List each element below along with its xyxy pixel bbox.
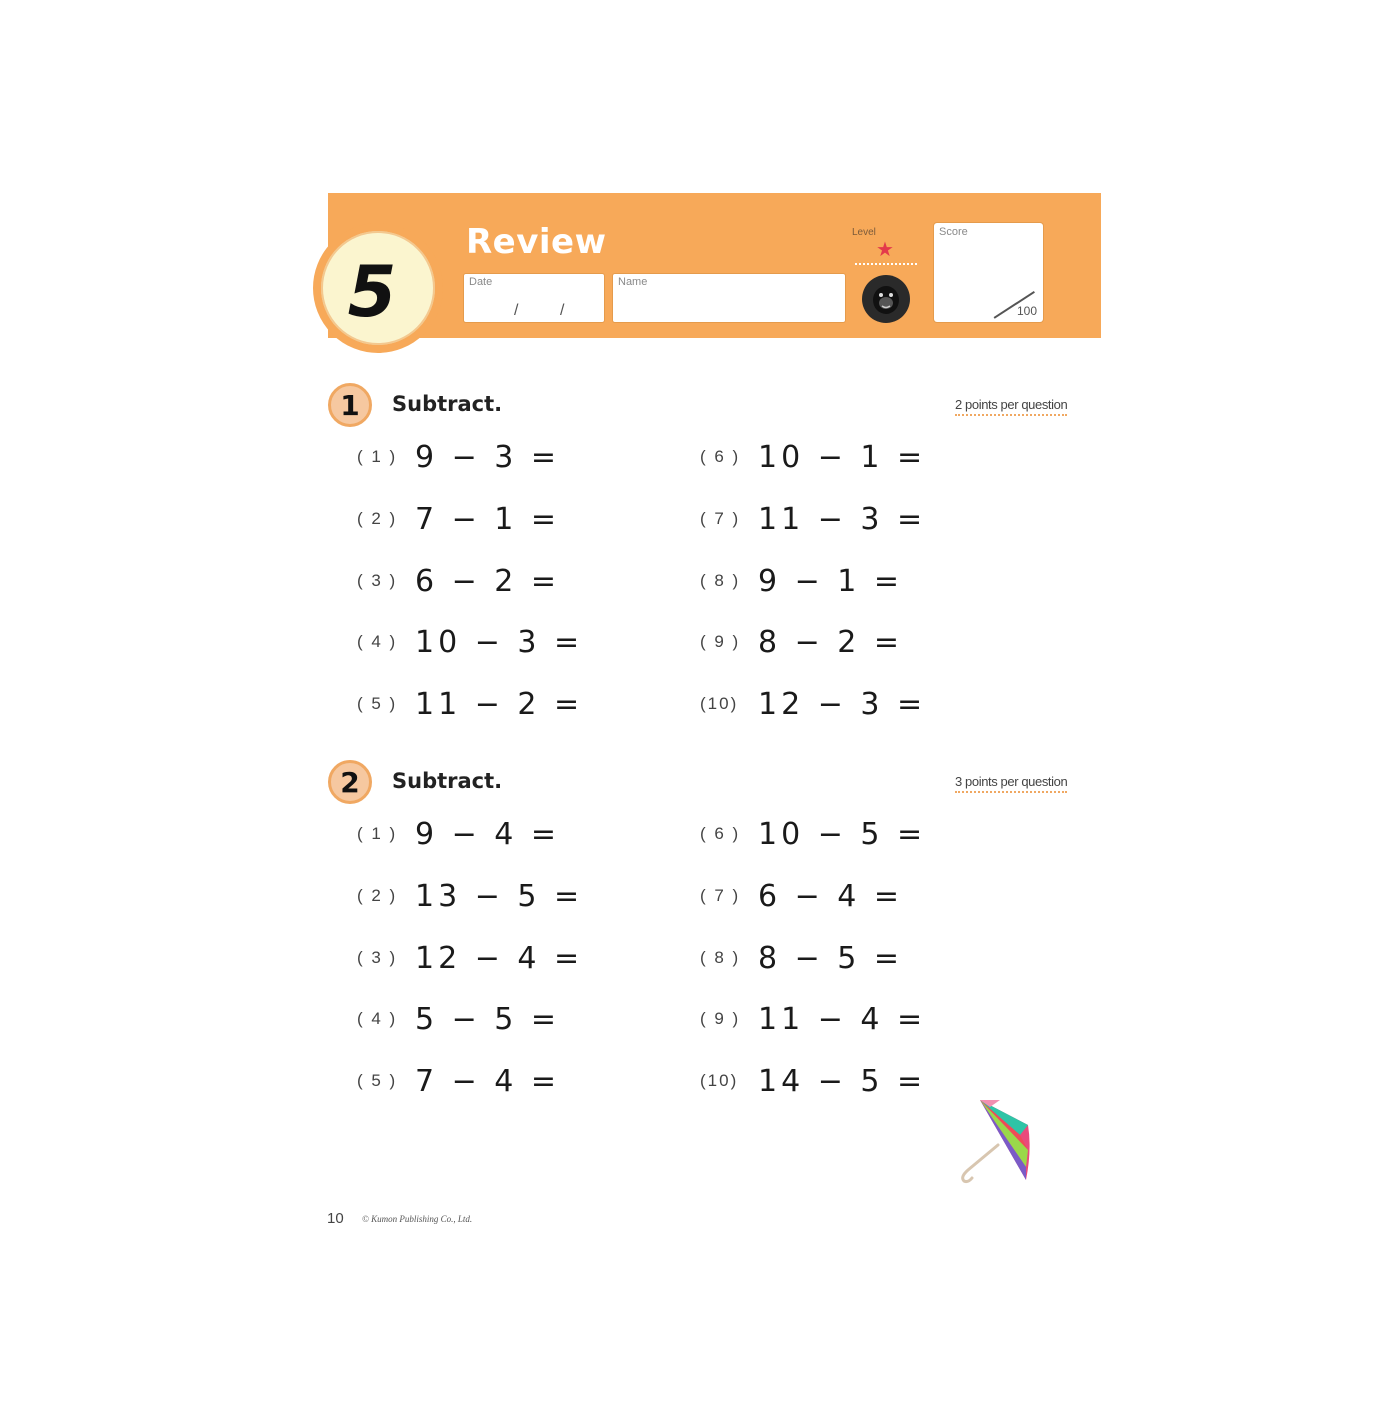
question-expression: 11 − 3 =	[758, 501, 927, 537]
question-expression: 6 − 2 =	[415, 563, 561, 599]
date-field[interactable]	[464, 274, 604, 322]
question-expression: 12 − 3 =	[758, 686, 927, 722]
question-number: ( 8 )	[700, 948, 741, 967]
page-title: Review	[466, 222, 607, 262]
score-label: Score	[939, 226, 968, 238]
question-expression: 7 − 4 =	[415, 1063, 561, 1099]
gorilla-face-graphic	[869, 282, 903, 316]
points-note: 2 points per question	[955, 397, 1067, 416]
gorilla-face-icon	[862, 275, 910, 323]
question-expression: 14 − 5 =	[758, 1063, 927, 1099]
question-expression: 10 − 1 =	[758, 439, 927, 475]
page-number: 10	[327, 1210, 344, 1227]
question-number: ( 3 )	[357, 948, 398, 967]
question-expression: 10 − 3 =	[415, 624, 584, 660]
question-number: ( 3 )	[357, 571, 398, 590]
question	[357, 624, 583, 660]
question-number: ( 2 )	[357, 509, 398, 528]
question	[357, 1063, 560, 1099]
question-expression: 6 − 4 =	[758, 878, 904, 914]
date-label: Date	[469, 276, 493, 288]
section-instruction: Subtract.	[392, 392, 503, 416]
question-number: ( 7 )	[700, 886, 741, 905]
question-expression: 11 − 4 =	[758, 1001, 927, 1037]
question	[700, 439, 926, 475]
question-number: ( 9 )	[700, 1009, 741, 1028]
question-number: ( 4 )	[357, 632, 398, 651]
date-separator: /	[514, 302, 519, 319]
question	[700, 1001, 926, 1037]
question-expression: 9 − 4 =	[415, 816, 561, 852]
question-expression: 10 − 5 =	[758, 816, 927, 852]
question-expression: 9 − 1 =	[758, 563, 904, 599]
umbrella-icon	[950, 1095, 1040, 1190]
level-divider	[855, 263, 917, 265]
question	[700, 501, 926, 537]
question-expression: 11 − 2 =	[415, 686, 584, 722]
score-max: 100	[1016, 304, 1037, 318]
star-icon: ★	[876, 239, 894, 261]
question-number: (10)	[700, 1071, 739, 1090]
question	[700, 816, 926, 852]
question	[700, 686, 926, 722]
question	[700, 940, 903, 976]
question-number: ( 8 )	[700, 571, 741, 590]
question-number: (10)	[700, 694, 739, 713]
unit-number: 5	[347, 251, 397, 333]
name-label: Name	[618, 276, 648, 288]
question	[357, 501, 560, 537]
copyright: © Kumon Publishing Co., Ltd.	[362, 1214, 473, 1224]
name-field[interactable]	[613, 274, 845, 322]
section-instruction: Subtract.	[392, 769, 503, 793]
question-expression: 8 − 5 =	[758, 940, 904, 976]
question-number: ( 1 )	[357, 447, 398, 466]
question	[357, 878, 583, 914]
question	[700, 563, 903, 599]
question-number: ( 9 )	[700, 632, 741, 651]
question-expression: 5 − 5 =	[415, 1001, 561, 1037]
question-expression: 9 − 3 =	[415, 439, 561, 475]
date-separator: /	[560, 302, 565, 319]
points-note: 3 points per question	[955, 774, 1067, 793]
question-number: ( 6 )	[700, 824, 741, 843]
unit-number-badge	[313, 223, 443, 353]
question	[700, 878, 903, 914]
question-number: ( 7 )	[700, 509, 741, 528]
question	[357, 940, 583, 976]
question	[357, 686, 583, 722]
question-number: ( 2 )	[357, 886, 398, 905]
question-expression: 12 − 4 =	[415, 940, 584, 976]
question-expression: 13 − 5 =	[415, 878, 584, 914]
question	[357, 1001, 560, 1037]
score-box[interactable]	[934, 223, 1043, 322]
level-label: Level	[852, 227, 876, 238]
question	[700, 624, 903, 660]
question-expression: 8 − 2 =	[758, 624, 904, 660]
question	[357, 439, 560, 475]
question	[357, 563, 560, 599]
question	[357, 816, 560, 852]
section-number: 2	[328, 760, 372, 804]
question-number: ( 1 )	[357, 824, 398, 843]
question-number: ( 6 )	[700, 447, 741, 466]
question-number: ( 4 )	[357, 1009, 398, 1028]
question-number: ( 5 )	[357, 1071, 398, 1090]
section-number: 1	[328, 383, 372, 427]
question	[700, 1063, 926, 1099]
question-number: ( 5 )	[357, 694, 398, 713]
question-expression: 7 − 1 =	[415, 501, 561, 537]
